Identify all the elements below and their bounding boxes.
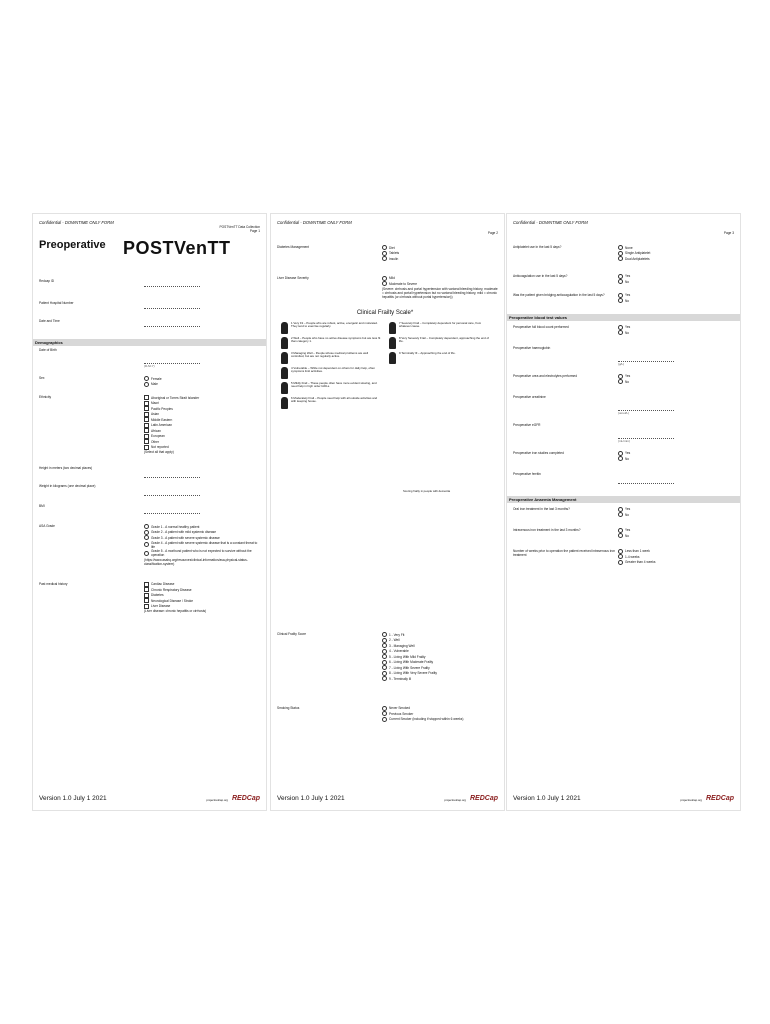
cfs-radio[interactable] xyxy=(382,676,387,681)
confidential-header: Confidential - DOWNTIME ONLY FORM xyxy=(39,220,114,225)
asa-radio[interactable] xyxy=(144,542,149,547)
cfs-radio[interactable] xyxy=(382,632,387,637)
weeks-radio[interactable] xyxy=(618,554,623,559)
cfs-radio[interactable] xyxy=(382,671,387,676)
ethnicity-checkbox[interactable] xyxy=(144,417,149,422)
person-figure-icon xyxy=(281,397,288,409)
pmh-checkbox[interactable] xyxy=(144,604,149,609)
field-iv-iron: Intravenous iron treatment in the last 3 months? Yes No xyxy=(513,527,631,538)
no-radio[interactable] xyxy=(618,456,623,461)
diabetes-radio[interactable] xyxy=(382,251,387,256)
sex-female-radio[interactable] xyxy=(144,376,149,381)
redcap-logo: REDCap xyxy=(705,795,734,802)
site-url: projectredcap.org xyxy=(444,798,466,802)
yes-radio[interactable] xyxy=(618,374,623,379)
page-footer xyxy=(277,795,498,802)
smoking-radio[interactable] xyxy=(382,711,387,716)
page-number: Page 2 xyxy=(487,231,498,235)
pmh-checkbox[interactable] xyxy=(144,582,149,587)
frailty-level: 7 Severely Frail – Completely dependent for personal care, from whatever cause. xyxy=(389,322,489,334)
field-cfs: Clinical Frailty Score 1 - Very Fit 2 - Well 3 - Managing Well 4 - Vulnerable 5 - Living With Mild Frailty 6 - Living With Moderate Frailty 7 - Living With Severe Frailty 8 - Living With Very Severe Frailty 9 - Terminally Ill xyxy=(277,632,438,681)
frailty-left-column xyxy=(281,322,381,412)
field-smoking: Smoking Status Never Smoked Previous Smoker Current Smoker (including if stopped within 6 weeks) xyxy=(277,705,464,721)
cfs-radio[interactable] xyxy=(382,643,387,648)
form-meta: POSTVenTT Data Collection xyxy=(219,225,260,229)
field-weight: Weight in kilograms (one decimal place) xyxy=(39,484,260,496)
person-figure-icon xyxy=(389,337,396,349)
cfs-radio[interactable] xyxy=(382,654,387,659)
ethnicity-checkbox[interactable] xyxy=(144,401,149,406)
field-weeks: Number of weeks prior to operation the patient received intravenous iron treatment Less than 1 week 1-4 weeks Greater than 4 weeks xyxy=(513,548,656,564)
field-height: Height in meters (two decimal places) xyxy=(39,466,260,478)
diabetes-radio[interactable] xyxy=(382,256,387,261)
field-oral-iron: Oral iron treatment in the last 3 months? Yes No xyxy=(513,506,631,517)
version-label: Version 1.0 July 1 2021 xyxy=(277,795,345,802)
frailty-scale-figure xyxy=(281,310,489,526)
field-creatinine: Preoperative creatinine (umol/L) xyxy=(513,395,734,415)
section-blood-tests: Preoperative blood test values xyxy=(507,314,740,321)
frailty-level: 2 Well – People who have no active disease symptoms but are less fit than category 1. xyxy=(281,337,381,349)
form-page-3 xyxy=(507,214,740,810)
ethnicity-checkbox[interactable] xyxy=(144,445,149,450)
cfs-radio[interactable] xyxy=(382,649,387,654)
frailty-level: 6 Moderately Frail – People need help with all outside activities and with keeping house. xyxy=(281,397,381,409)
field-date-time: Date and Time xyxy=(39,319,260,327)
person-figure-icon xyxy=(281,367,288,379)
page-footer xyxy=(513,795,734,802)
yes-radio[interactable] xyxy=(618,528,623,533)
page-number: Page 1 xyxy=(249,229,260,233)
smoking-radio[interactable] xyxy=(382,706,387,711)
person-figure-icon xyxy=(281,352,288,364)
confidential-header: Confidential - DOWNTIME ONLY FORM xyxy=(277,220,352,225)
yes-radio[interactable] xyxy=(618,293,623,298)
yes-radio[interactable] xyxy=(618,274,623,279)
yes-radio[interactable] xyxy=(618,451,623,456)
redcap-id-input[interactable] xyxy=(144,283,200,287)
postventt-logo: POSTVenTT xyxy=(123,238,231,258)
person-figure-icon xyxy=(281,382,288,394)
antiplatelet-radio[interactable] xyxy=(618,256,623,261)
ethnicity-checkbox[interactable] xyxy=(144,406,149,411)
ethnicity-checkbox[interactable] xyxy=(144,412,149,417)
antiplatelet-radio[interactable] xyxy=(618,245,623,250)
field-anticoag: Anticoagulation use in the last 5 days? Yes No xyxy=(513,273,631,284)
smoking-radio[interactable] xyxy=(382,717,387,722)
weeks-radio[interactable] xyxy=(618,560,623,565)
weight-input[interactable] xyxy=(144,492,200,496)
field-redcap-id: Redcap ID xyxy=(39,279,260,287)
field-diabetes: Diabetes Management Diet Tablets Insulin xyxy=(277,245,400,261)
ethnicity-checkbox[interactable] xyxy=(144,439,149,444)
field-bridging: Was the patient given bridging anticoagulation in the last 5 days? Yes No xyxy=(513,292,631,303)
field-iron-studies: Preoperative iron studies completed Yes No xyxy=(513,450,631,461)
frailty-level: 3 Managing Well – People whose medical problems are well controlled, but are not regularly active. xyxy=(281,352,381,364)
sex-male-radio[interactable] xyxy=(144,382,149,387)
person-figure-icon xyxy=(389,352,396,364)
site-url: projectredcap.org xyxy=(206,798,228,802)
frailty-level: 4 Vulnerable – While not dependent on others for daily help, often symptoms limit activities. xyxy=(281,367,381,379)
hospital-number-input[interactable] xyxy=(144,305,200,309)
ethnicity-checkbox[interactable] xyxy=(144,423,149,428)
liver-radio[interactable] xyxy=(382,281,387,286)
cfs-radio[interactable] xyxy=(382,665,387,670)
person-figure-icon xyxy=(281,337,288,349)
yes-radio[interactable] xyxy=(618,325,623,330)
field-liver: Liver Disease Severity Mild Moderate to Severe (Severe: cirrhosis and portal hypertension with variceal bleeding history, moderate = cirrhosis and portal hypertension but no variceal bleeding history, mild = chronic hepatitis (or cirrhosis without portal hypertension)) xyxy=(277,275,498,299)
field-asa: ASA Grade Grade 1 - A normal healthy patient Grade 2 - A patient with mild systemic disease Grade 3 - A patient with severe systemic disease Grade 4 - A patient with severe systemic disease that is a constant threat to life Grade 5 - A moribund patient who is not expected to survive without the operation (https://www.asahq.org/resources/clinical-information/asa-physical-status-classification-system) xyxy=(39,524,258,566)
date-time-input[interactable] xyxy=(144,323,200,327)
redcap-logo: REDCap xyxy=(231,795,260,802)
no-radio[interactable] xyxy=(618,330,623,335)
ethnicity-checkbox[interactable] xyxy=(144,434,149,439)
antiplatelet-radio[interactable] xyxy=(618,251,623,256)
section-demographics: Demographics xyxy=(33,339,266,346)
field-fbc: Preoperative full blood count performed Yes No xyxy=(513,324,631,335)
field-pmh: Past medical history Cardiac Disease Chronic Respiratory Disease Diabetes Neurological Disease / Stroke Liver Disease (Liver disease: chronic hepatitis or cirrhosis) xyxy=(39,581,207,613)
page-title: Preoperative xyxy=(39,239,106,251)
ethnicity-checkbox[interactable] xyxy=(144,428,149,433)
weeks-radio[interactable] xyxy=(618,549,623,554)
form-page-1 xyxy=(33,214,266,810)
form-page-2 xyxy=(271,214,504,810)
field-hospital-number: Patient Hospital Number xyxy=(39,301,260,309)
field-ferritin: Preoperative ferritin xyxy=(513,472,734,484)
asa-radio[interactable] xyxy=(144,535,149,540)
no-radio[interactable] xyxy=(618,379,623,384)
yes-radio[interactable] xyxy=(618,507,623,512)
asa-radio[interactable] xyxy=(144,551,149,556)
pmh-checkbox[interactable] xyxy=(144,598,149,603)
field-antiplatelet: Antiplatelet use in the last 5 days? None Single Antiplatelet Dual Antiplatelets xyxy=(513,245,651,261)
bmi-input[interactable] xyxy=(144,510,200,514)
asa-radio[interactable] xyxy=(144,524,149,529)
no-radio[interactable] xyxy=(618,533,623,538)
diabetes-radio[interactable] xyxy=(382,245,387,250)
site-url: projectredcap.org xyxy=(680,798,702,802)
frailty-right-column xyxy=(389,322,489,367)
frailty-notes: Scoring frailty in people with dementia xyxy=(403,489,451,493)
frailty-title: Clinical Frailty Scale* xyxy=(356,310,414,316)
person-figure-icon xyxy=(281,322,288,334)
frailty-level: 8 Very Severely Frail – Completely dependent, approaching the end of life. xyxy=(389,337,489,349)
asa-radio[interactable] xyxy=(144,530,149,535)
redcap-logo: REDCap xyxy=(469,795,498,802)
field-sex: Sex Female Male xyxy=(39,376,162,386)
field-ue: Preoperative urea and electrolytes performed Yes No xyxy=(513,373,631,384)
cfs-radio[interactable] xyxy=(382,660,387,665)
person-figure-icon xyxy=(389,322,396,334)
confidential-header: Confidential - DOWNTIME ONLY FORM xyxy=(513,220,588,225)
field-egfr: Preoperative eGFR (mL/min) xyxy=(513,423,734,443)
field-ethnicity: Ethnicity Aboriginal or Torres Strait Islander Maori Pacific Peoples Asian Middle Eastern Latin American African European Other Not reported (Select all that apply) xyxy=(39,395,200,454)
field-bmi: BMI xyxy=(39,504,260,514)
height-input[interactable] xyxy=(144,474,200,478)
field-dob: Date of Birth (D-M-Y) xyxy=(39,348,260,368)
no-radio[interactable] xyxy=(618,512,623,517)
cfs-radio[interactable] xyxy=(382,638,387,643)
pmh-checkbox[interactable] xyxy=(144,593,149,598)
field-hb: Preoperative haemoglobin (g/L) xyxy=(513,346,734,366)
frailty-level: 5 Mildly Frail – These people often have more evident slowing, and need help in high order IADLs. xyxy=(281,382,381,394)
section-anaemia: Preoperative Anaemia Management xyxy=(507,496,740,503)
frailty-level: 1 Very Fit – People who are robust, active, energetic and motivated. They tend to exercise regularly. xyxy=(281,322,381,334)
ethnicity-checkbox[interactable] xyxy=(144,395,149,400)
page-number: Page 3 xyxy=(723,231,734,235)
page-footer xyxy=(39,795,260,802)
no-radio[interactable] xyxy=(618,279,623,284)
frailty-level: 9 Terminally Ill – Approaching the end of life. xyxy=(389,352,489,364)
liver-radio[interactable] xyxy=(382,276,387,281)
version-label: Version 1.0 July 1 2021 xyxy=(513,795,581,802)
version-label: Version 1.0 July 1 2021 xyxy=(39,795,107,802)
ferritin-input[interactable] xyxy=(618,480,674,484)
no-radio[interactable] xyxy=(618,298,623,303)
pmh-checkbox[interactable] xyxy=(144,587,149,592)
